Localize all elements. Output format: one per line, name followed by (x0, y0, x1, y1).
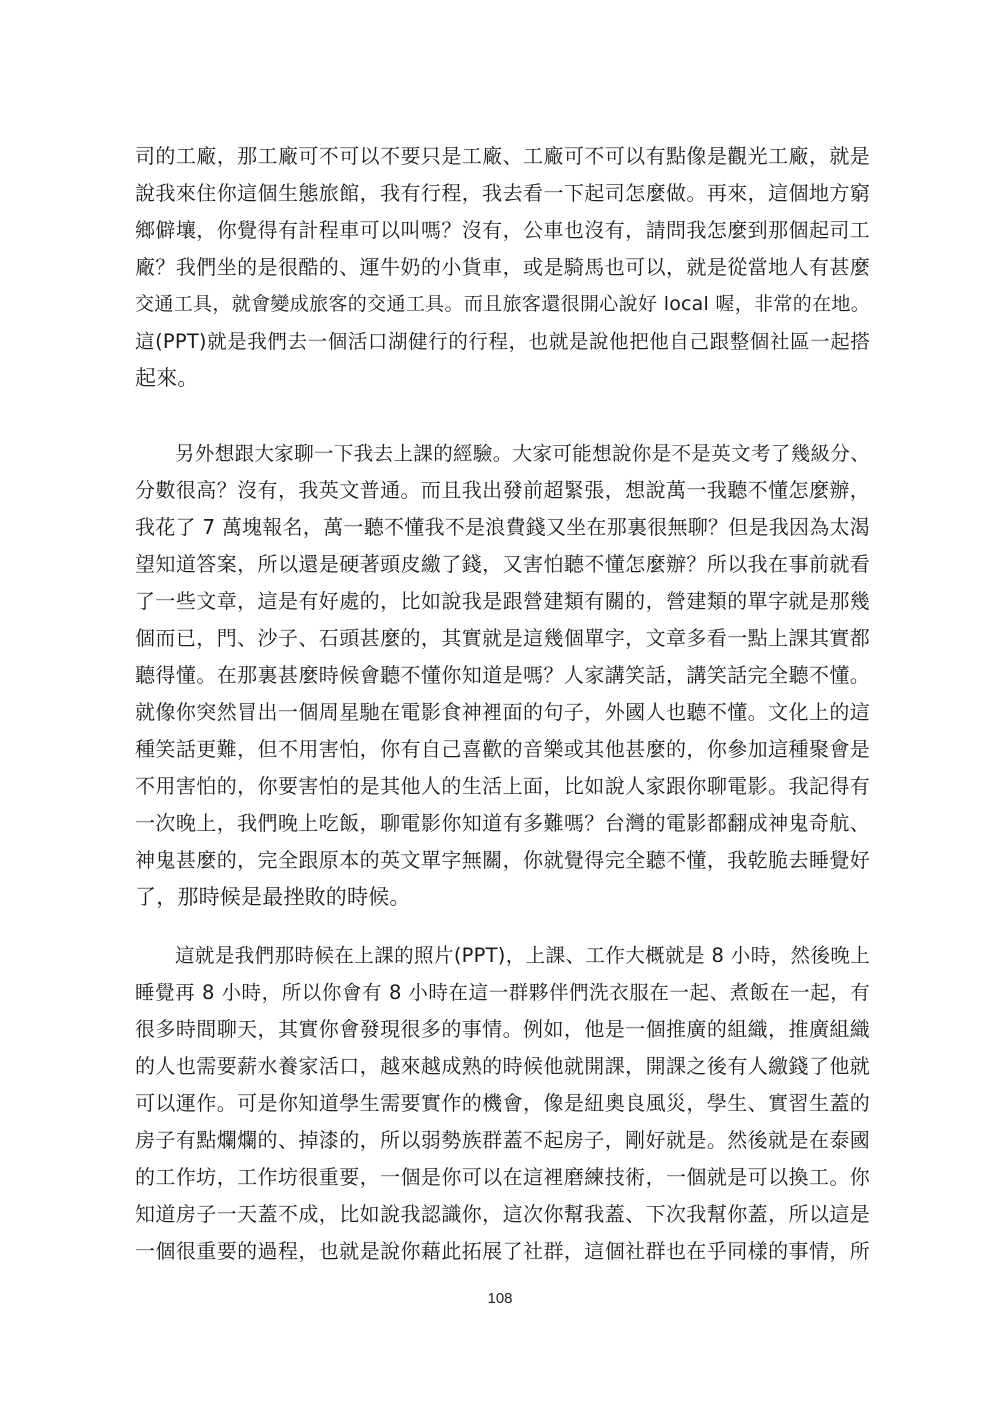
text-line: 了一些文章，這是有好處的，比如說我是跟營建類有關的，營建類的單字就是那幾 (135, 589, 870, 613)
paragraph-1 (135, 138, 870, 397)
text-line: 種笑話更難，但不用害怕，你有自己喜歡的音樂或其他甚麼的，你參加這種聚會是 (135, 737, 870, 761)
text-line: 我花了 7 萬塊報名，萬一聽不懂我不是浪費錢又坐在那裏很無聊？但是我因為太渴 (135, 515, 870, 539)
text-line: 說我來住你這個生態旅館，我有行程，我去看一下起司怎麼做。再來，這個地方窮 (135, 181, 870, 205)
text-line: 房子有點爛爛的、掉漆的，所以弱勢族群蓋不起房子，剛好就是。然後就是在泰國 (135, 1128, 870, 1152)
text-line: 很多時間聊天，其實你會發現很多的事情。例如，他是一個推廣的組織，推廣組織 (135, 1017, 870, 1041)
text-line: 一個很重要的過程，也就是說你藉此拓展了社群，這個社群也在乎同樣的事情，所 (135, 1239, 870, 1263)
paragraph-2 (135, 435, 870, 916)
page-number: 108 (487, 1290, 513, 1307)
text-line: 廠？我們坐的是很酷的、運牛奶的小貨車，或是騎馬也可以，就是從當地人有甚麼 (135, 255, 870, 279)
text-line: 一次晚上，我們晚上吃飯，聊電影你知道有多難嗎？台灣的電影都翻成神鬼奇航、 (135, 811, 870, 835)
text-line: 分數很高？沒有，我英文普通。而且我出發前超緊張，想說萬一我聽不懂怎麼辦， (135, 478, 870, 502)
text-line: 可以運作。可是你知道學生需要實作的機會，像是紐奧良風災，學生、實習生蓋的 (135, 1091, 870, 1115)
paragraph-3 (135, 937, 870, 1270)
text-line: 這就是我們那時候在上課的照片(PPT)，上課、工作大概就是 8 小時，然後晚上 (175, 944, 870, 967)
text-line: 司的工廠，那工廠可不可以不要只是工廠、工廠可不可以有點像是觀光工廠，就是 (135, 144, 870, 168)
text-line: 這(PPT)就是我們去一個活口湖健行的行程，也就是說他把他自己跟整個社區一起搭 (135, 330, 870, 353)
text-line: 神鬼甚麼的，完全跟原本的英文單字無關，你就覺得完全聽不懂，我乾脆去睡覺好 (135, 848, 870, 872)
text-line: 的人也需要薪水養家活口，越來越成熟的時候他就開課，開課之後有人繳錢了他就 (135, 1054, 870, 1078)
text-line: 睡覺再 8 小時，所以你會有 8 小時在這一群夥伴們洗衣服在一起、煮飯在一起，有 (135, 981, 870, 1004)
text-line: 個而已，門、沙子、石頭甚麼的，其實就是這幾個單字，文章多看一點上課其實都 (135, 626, 870, 650)
text-line: 不用害怕的，你要害怕的是其他人的生活上面，比如說人家跟你聊電影。我記得有 (135, 774, 870, 798)
text-line: 就像你突然冒出一個周星馳在電影食神裡面的句子，外國人也聽不懂。文化上的這 (135, 700, 870, 724)
text-line: 聽得懂。在那裏甚麼時候會聽不懂你知道是嗎？人家講笑話，講笑話完全聽不懂。 (135, 663, 870, 687)
text-line: 另外想跟大家聊一下我去上課的經驗。大家可能想說你是不是英文考了幾級分、 (175, 442, 870, 465)
text-line: 交通工具，就會變成旅客的交通工具。而且旅客還很開心說好 local 喔，非常的在地。 (135, 293, 870, 315)
text-line: 知道房子一天蓋不成，比如說我認識你，這次你幫我蓋、下次我幫你蓋，所以這是 (135, 1202, 870, 1226)
text-line: 鄉僻壤，你覺得有計程車可以叫嗎？沒有，公車也沒有，請問我怎麼到那個起司工 (135, 218, 870, 242)
text-line: 的工作坊，工作坊很重要，一個是你可以在這裡磨練技術，一個就是可以換工。你 (135, 1165, 870, 1189)
text-line: 望知道答案，所以還是硬著頭皮繳了錢，又害怕聽不懂怎麼辦？所以我在事前就看 (135, 552, 870, 576)
text-line: 起來。 (135, 366, 199, 390)
text-line: 了，那時候是最挫敗的時候。 (135, 885, 411, 909)
